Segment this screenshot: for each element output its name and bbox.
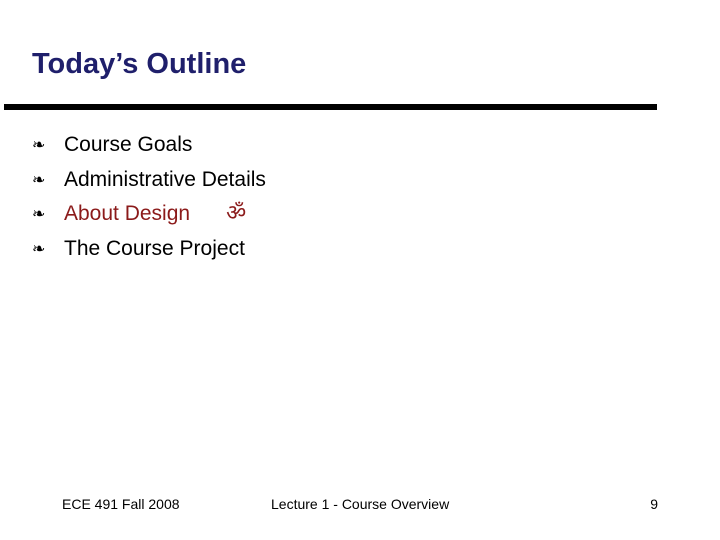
footer-lecture-title: Lecture 1 - Course Overview bbox=[271, 496, 450, 512]
bullet-icon: ❧ bbox=[32, 135, 46, 154]
list-item-label: Administrative Details bbox=[64, 167, 266, 191]
om-symbol-icon: ॐ bbox=[226, 201, 247, 226]
footer-course: ECE 491 Fall 2008 bbox=[62, 496, 180, 512]
list-item-label: About Design bbox=[64, 202, 191, 225]
list-item-label: The Course Project bbox=[64, 236, 245, 260]
bullet-icon: ❧ bbox=[32, 204, 46, 223]
page-number: 9 bbox=[650, 496, 658, 512]
title-divider bbox=[4, 104, 657, 110]
bullet-icon: ❧ bbox=[32, 169, 46, 189]
bullet-icon: ❧ bbox=[32, 238, 46, 258]
slide-title: Today’s Outline bbox=[32, 48, 247, 80]
list-item-label: Course Goals bbox=[64, 133, 193, 156]
